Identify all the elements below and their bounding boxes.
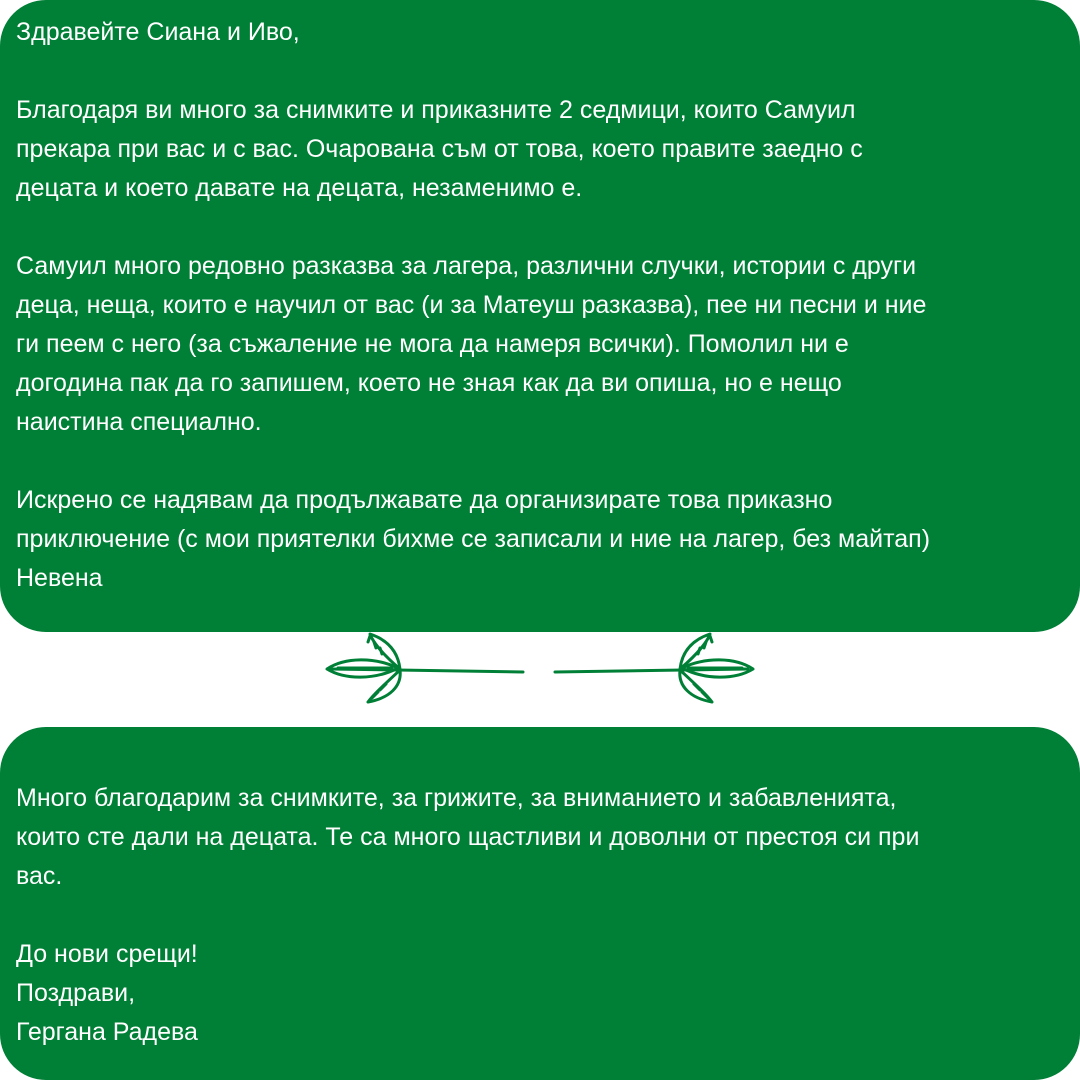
paragraph-spacer — [16, 442, 1056, 481]
leaf-branch-icon — [0, 632, 1080, 727]
letter-line: приключение (с мои приятелки бихме се записали и ние на лагер, без майтап) — [16, 525, 931, 553]
reply-line: Много благодарим за снимките, за грижите, за вниманието и забавленията, — [16, 784, 897, 812]
reply-card — [0, 727, 1080, 1080]
letter-line: наистина специално. — [16, 408, 262, 436]
paragraph-spacer — [16, 896, 1056, 935]
right-branch-icon — [555, 634, 753, 702]
letter-line: деца, неща, които е научил от вас (и за Матеуш разказва), пее ни песни и ние — [16, 291, 927, 319]
letter-line: ги пеем с него (за съжаление не мога да намеря всички). Помолил ни е — [16, 330, 849, 358]
paragraph-spacer — [16, 208, 1056, 247]
letter-line: децата и което давате на децата, незаменимо е. — [16, 174, 583, 202]
reply-closing: До нови срещи! — [16, 940, 198, 968]
letter-line: прекара при вас и с вас. Очарована съм от това, което правите заедно с — [16, 135, 863, 163]
reply-signature: Гергана Радева — [16, 1018, 198, 1046]
letter-line: догодина пак да го запишем, което не зная как да ви опиша, но е нещо — [16, 369, 842, 397]
letter-greeting: Здравейте Сиана и Иво, — [16, 18, 300, 46]
letter-signature: Невена — [16, 564, 103, 592]
letter-line: Самуил много редовно разказва за лагера, различни случки, истории с други — [16, 252, 917, 280]
reply-line: вас. — [16, 862, 63, 890]
left-branch-icon — [327, 634, 523, 702]
reply-regards: Поздрави, — [16, 979, 136, 1007]
letter-line: Искрено се надявам да продължавате да организирате това приказно — [16, 486, 833, 514]
paragraph-spacer — [16, 52, 1056, 91]
letter-line: Благодаря ви много за снимките и приказните 2 седмици, които Самуил — [16, 96, 856, 124]
reply-line: които сте дали на децата. Те са много щастливи и доволни от престоя си при — [16, 823, 920, 851]
